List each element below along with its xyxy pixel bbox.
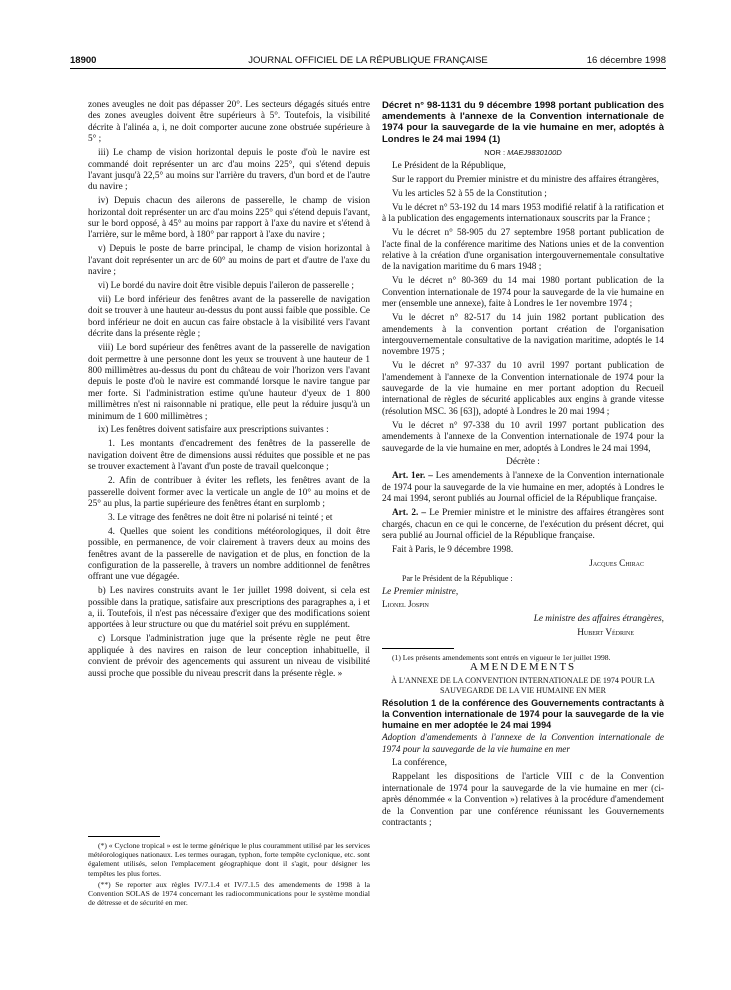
article-2-text: Le Premier ministre et le ministre des affaires étrangères sont chargés, chacun en ce qui le concerne, de l'exécution du présent décret, qui sera publié au Journal officiel de la République française. xyxy=(382,508,664,541)
intro-line: Vu le décret n° 82-517 du 14 juin 1982 portant publication des amendements à la convention portant création de l'organisation intergouvernementale consultative de la navigation maritime, adoptés le 14 novembre 1975 ; xyxy=(382,313,664,358)
left-footnotes xyxy=(88,836,370,907)
intro-line: Sur le rapport du Premier ministre et du ministre des affaires étrangères, xyxy=(392,175,659,186)
intro-line: Vu les articles 52 à 55 de la Constitution ; xyxy=(392,189,547,200)
article-1 xyxy=(382,471,664,505)
footnote: (*) « Cyclone tropical » est le terme générique le plus couramment utilisé par les services météorologiques nationaux. Les termes ouragan, typhon, forte tempête cyclonique, etc. sont également utilisés, selon l'emplacement géographique dont il s'agit, pour désigner les tempêtes les plus fortes. xyxy=(88,841,370,878)
intro-line: Vu le décret n° 97-337 du 10 avril 1997 portant publication de l'amendement à l'annexe de la Convention internationale de 1974 pour la sauvegarde de la vie humaine en mer portant adoption du Recueil international de règles de sécurité applicables aux engins à grande vitesse (résolution MSC. 36 [63]), adopté à Londres le 20 mai 1994 ; xyxy=(382,361,664,417)
pm-title: Le Premier ministre, xyxy=(382,586,459,597)
amendments-heading: AMENDEMENTS xyxy=(469,660,577,673)
article-2 xyxy=(382,508,664,542)
paragraph: 4. Quelles que soient les conditions météorologiques, il doit être possible, en permanence, de voir clairement à travers deux au moins des fenêtres avant de la passerelle de navigation et de plus, en fonction de la configuration de la passerelle, à travers un nombre additionnel de fenêtres offrant une vue dégagée. xyxy=(88,526,370,583)
decree-title: Décret n° 98-1131 du 9 décembre 1998 portant publication des amendements à l'annexe de la Convention internationale de 1974 pour la sauvegarde de la vie humaine en mer, adoptés à Londres le 24 mai 1994 (1) xyxy=(382,100,664,145)
footnote: (1) Les présents amendements sont entrés en vigueur le 1er juillet 1998. xyxy=(392,652,611,662)
recalling-paragraph: Rappelant les dispositions de l'article VIII c de la Convention internationale de 1974 pour la sauvegarde de la vie humaine en mer (ci-après dénommée « la Convention ») relatives à la procédure d'amendement de la Convention par une conférence réunissant les Gouvernements contractants ; xyxy=(382,772,664,828)
intro-line: Vu le décret n° 58-905 du 27 septembre 1958 portant publication de l'acte final de la conférence maritime des Nations unies et de la convention relative à la création d'une organisation intergouvernementale consultative de la navigation maritime du 6 mars 1948 ; xyxy=(382,228,664,273)
decrete-heading: Décrète : xyxy=(506,457,540,468)
right-footnote xyxy=(382,648,664,662)
footnote: (**) Se reporter aux règles IV/7.1.4 et IV/7.1.5 des amendements de 1998 à la Convention SOLAS de 1974 concernant les radiocommunications pour le système mondial de détresse et de sécurité en mer. xyxy=(88,879,370,908)
paragraph: viii) Le bord supérieur des fenêtres avant de la passerelle de navigation doit permettre à une personne dont les yeux se trouvent à une hauteur de 1 800 millimètres au-dessus du pont du château de voir l'horizon vers l'avant depuis le poste d'où le navire est commandé lorsque le navire tangue par mer forte. Si l'administration estime qu'une hauteur d'yeux de 1 800 millimètres n'est ni raisonnable ni pratique, elle peut la réduire jusqu'à un minimum de 1 600 millimètres ; xyxy=(88,343,370,422)
paragraph: c) Lorsque l'administration juge que la présente règle ne peut être appliquée à des navires en raison de leur conception inhabituelle, il convient de prévoir des agencements qui assurent un niveau de visibilité aussi proche que possible du niveau prescrit dans la présente règle. » xyxy=(88,634,370,679)
paragraph: 1. Les montants d'encadrement des fenêtres de la passerelle de navigation doivent être de dimensions aussi réduites que possible et ne pas se trouver exactement à l'avant d'un poste de travail quelconque ; xyxy=(88,439,370,473)
nor-code: MAEJ9830100D xyxy=(507,148,562,158)
paragraph: ix) Les fenêtres doivent satisfaire aux prescriptions suivantes : xyxy=(98,425,329,436)
fm-name: Hubert Védrine xyxy=(577,628,634,639)
resolution-title: Résolution 1 de la conférence des Gouvernements contractants à la Convention internationale de 1974 pour la sauvegarde de la vie humaine en mer adoptée le 24 mai 1994 xyxy=(382,698,664,730)
paragraph: b) Les navires construits avant le 1er juillet 1998 doivent, si cela est possible dans la pratique, satisfaire aux prescriptions des paragraphes a, i et a, ii. Toutefois, il n'est pas nécessaire d'exiger que des modifications soient apportées à leur structure ou que du matériel soit prévu en supplément. xyxy=(88,586,370,631)
paragraph: iv) Depuis chacun des ailerons de passerelle, le champ de vision horizontal doit représenter un arc d'au moins 225° qui s'étend depuis l'avant, sur le bord opposé, à 45° au moins par rapport à l'axe du navire et s'étend à l'arrière, sur le même bord, à 180° par rapport à l'axe du navire ; xyxy=(88,196,371,241)
article-1-label: Art. 1er. – xyxy=(392,471,433,482)
fm-title: Le ministre des affaires étrangères, xyxy=(533,614,664,625)
by-president: Par le Président de la République : xyxy=(402,573,513,583)
intro-line: Vu le décret n° 80-369 du 14 mai 1980 portant publication de la Convention internationale de 1974 pour la sauvegarde de la vie humaine en mer (ensemble une annexe), faite à Londres le 1er novembre 1974 ; xyxy=(382,276,664,310)
nor-label: NOR : xyxy=(484,148,506,158)
signer-president: Jacques Chirac xyxy=(589,558,644,569)
paragraph: iii) Le champ de vision horizontal depuis le poste d'où le navire est commandé doit représenter un arc d'au moins 225°, qui s'étend depuis l'avant jusqu'à 22,5° au moins sur l'arrière du travers, d'un bord et de l'autre du navire ; xyxy=(88,148,370,193)
paragraph: v) Depuis le poste de barre principal, le champ de vision horizontal à l'avant doit représenter un arc de 60° au moins de part et d'autre de l'axe du navire ; xyxy=(88,244,370,278)
intro-line: Vu le décret n° 53-192 du 14 mars 1953 modifié relatif à la ratification et à la publication des engagements internationaux souscrits par la France ; xyxy=(382,202,664,225)
paragraph: vi) Le bordé du navire doit être visible depuis l'aileron de passerelle ; xyxy=(98,281,354,292)
paragraph: zones aveugles ne doit pas dépasser 20°. Les secteurs dégagés situés entre des zones aveugles doivent être supérieurs à 5°. Toutefois, la visibilité décrite à l'alinéa a, i, ne doit comporter aucune zone obstruée supérieure à 5° ; xyxy=(88,100,370,145)
paragraph: 2. Afin de contribuer à éviter les reflets, les fenêtres avant de la passerelle doivent former avec la verticale un angle de 10° au moins et de 25° au plus, la partie supérieure des fenêtres étant en surplomb ; xyxy=(88,476,370,509)
page-number: 18900 xyxy=(70,55,97,66)
nor-reference xyxy=(382,147,664,158)
article-1-text: Les amendements à l'annexe de la Convention internationale de 1974 pour la sauvegarde de la vie humaine en mer, adoptés à Londres le 24 mai 1994, seront publiés au Journal officiel de la République française. xyxy=(382,471,665,505)
pm-name: Lionel Jospin xyxy=(382,600,429,611)
page-header xyxy=(70,55,666,69)
footnote-rule xyxy=(382,648,454,649)
adoption-line: Adoption d'amendements à l'annexe de la Convention internationale de 1974 pour la sauvegarde de la vie humaine en mer xyxy=(382,733,664,755)
journal-title: JOURNAL OFFICIEL DE LA RÉPUBLIQUE FRANÇAISE xyxy=(248,55,488,66)
done-at: Fait à Paris, le 9 décembre 1998. xyxy=(392,544,514,555)
intro-line: Vu le décret n° 97-338 du 10 avril 1997 portant publication des amendements à l'annexe de la Convention internationale de 1974 pour la sauvegarde de la vie humaine en mer, adoptés à Londres le 24 mai 1994, xyxy=(382,420,664,454)
right-column xyxy=(382,100,664,832)
left-column xyxy=(88,100,370,683)
issue-date: 16 décembre 1998 xyxy=(586,55,666,66)
intro-line: Le Président de la République, xyxy=(392,161,506,172)
article-2-label: Art. 2. – xyxy=(392,508,427,519)
header-rule xyxy=(70,68,666,69)
footnote-rule xyxy=(88,836,160,837)
paragraph: 3. Le vitrage des fenêtres ne doit être ni polarisé ni teinté ; et xyxy=(108,512,333,523)
conference-line: La conférence, xyxy=(392,758,447,769)
paragraph: vii) Le bord inférieur des fenêtres avant de la passerelle de navigation doit se trouver à une hauteur au-dessus du pont aussi faible que possible. Ce bord inférieur ne doit en aucun cas faire obstacle à la visibilité vers l'avant décrite dans la présente règle ; xyxy=(88,295,370,340)
amendments-subtitle: À L'ANNEXE DE LA CONVENTION INTERNATIONALE DE 1974 POUR LA SAUVEGARDE DE LA VIE HUMAINE EN MER xyxy=(391,675,655,695)
